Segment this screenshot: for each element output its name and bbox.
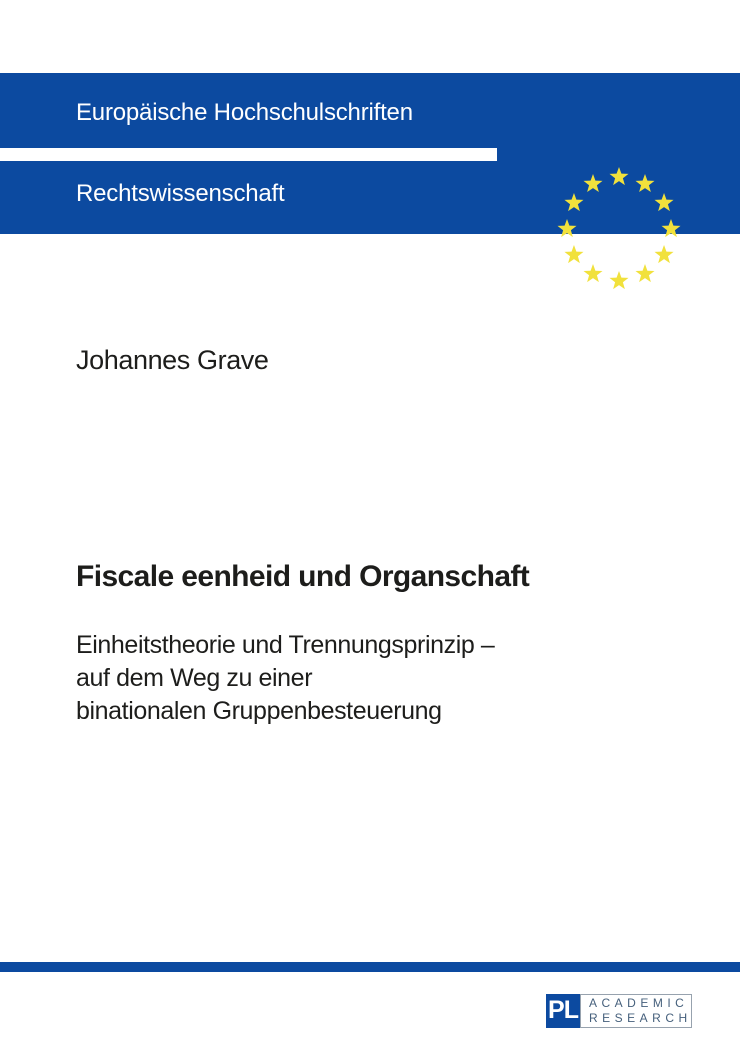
eu-star-icon bbox=[609, 167, 628, 185]
eu-star-icon bbox=[564, 193, 583, 211]
eu-stars-circle-icon bbox=[552, 162, 686, 296]
publisher-logo bbox=[546, 994, 692, 1028]
book-title: Fiscale eenheid und Organschaft bbox=[76, 560, 530, 593]
eu-star-icon bbox=[635, 264, 654, 282]
author-name: Johannes Grave bbox=[76, 345, 269, 375]
publisher-name-line: ACADEMIC bbox=[589, 996, 689, 1010]
banner-divider-stripe bbox=[0, 148, 497, 161]
eu-star-icon bbox=[661, 219, 680, 237]
subtitle-line: auf dem Weg zu einer bbox=[76, 664, 313, 692]
series-field: Rechtswissenschaft bbox=[76, 180, 285, 207]
eu-star-icon bbox=[655, 245, 674, 263]
publisher-monogram: PL bbox=[546, 994, 580, 1028]
publisher-name-box bbox=[580, 994, 692, 1028]
eu-star-icon bbox=[655, 193, 674, 211]
subtitle-line: Einheitstheorie und Trennungsprinzip – bbox=[76, 631, 495, 659]
publisher-name-line: RESEARCH bbox=[589, 1011, 692, 1025]
eu-star-icon bbox=[609, 271, 628, 289]
eu-star-icon bbox=[564, 245, 583, 263]
book-subtitle bbox=[76, 629, 494, 728]
eu-star-icon bbox=[583, 264, 602, 282]
eu-star-icon bbox=[635, 174, 654, 192]
eu-star-icon bbox=[557, 219, 576, 237]
footer-rule bbox=[0, 962, 740, 972]
subtitle-line: binationalen Gruppenbesteuerung bbox=[76, 697, 442, 725]
series-title: Europäische Hochschulschriften bbox=[76, 99, 413, 126]
eu-star-icon bbox=[583, 174, 602, 192]
